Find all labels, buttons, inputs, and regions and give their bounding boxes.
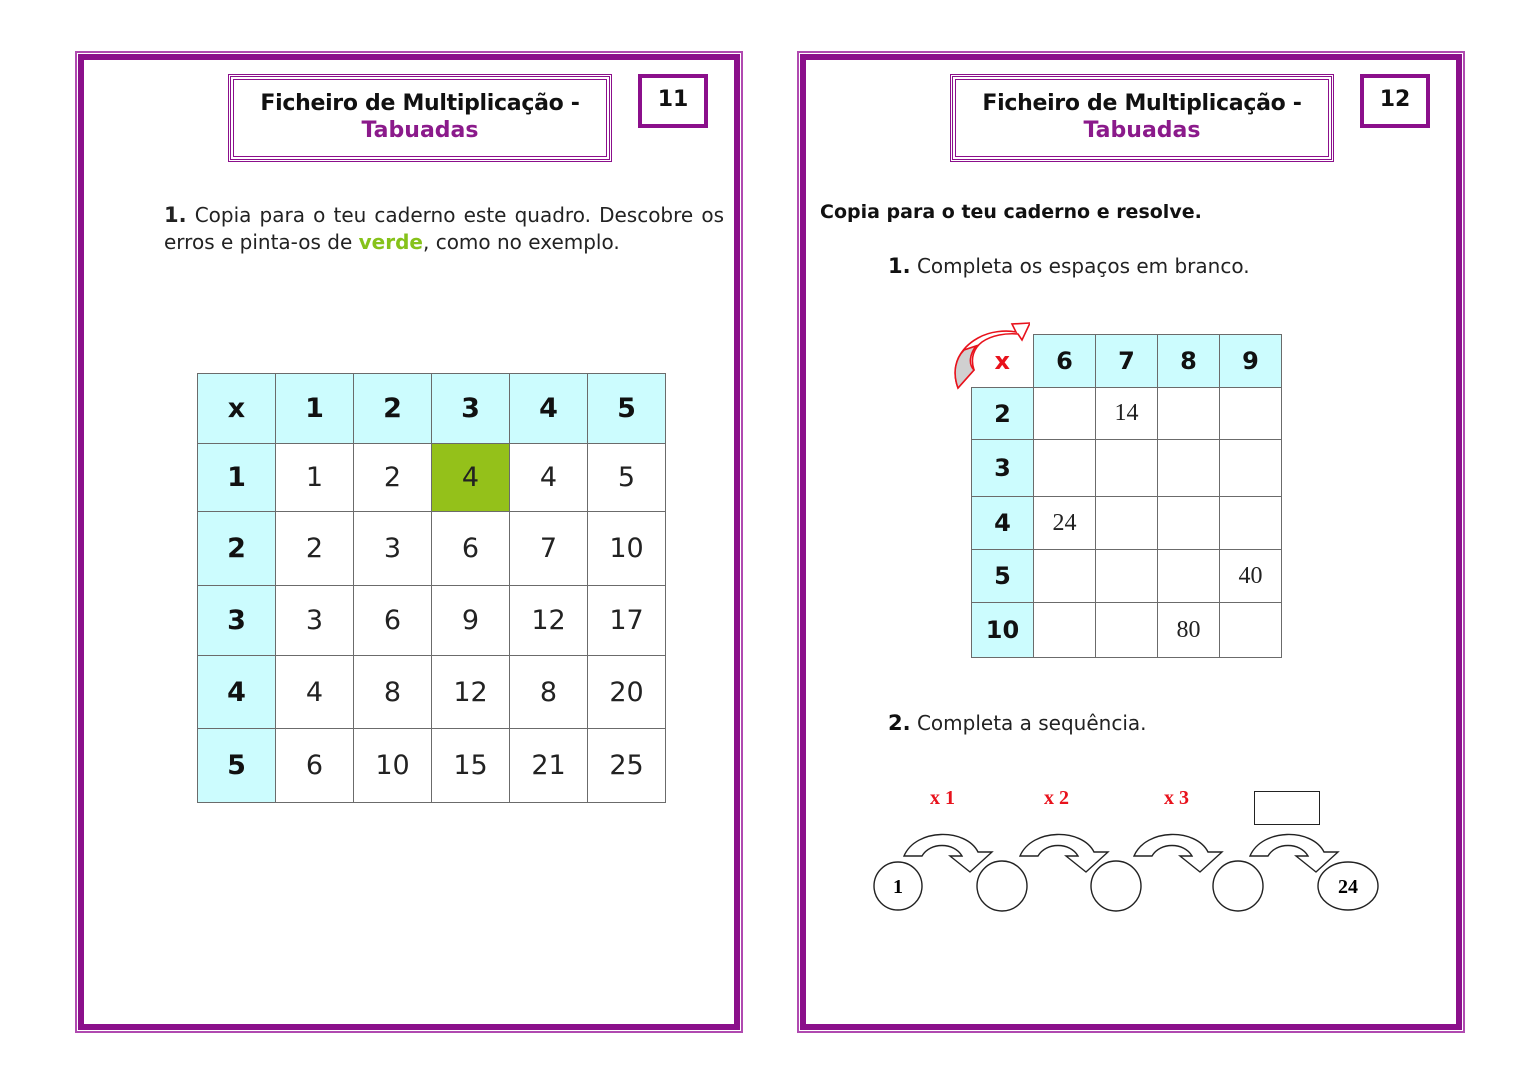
title-line2: Tabuadas [1083, 118, 1201, 143]
instruction [164, 202, 724, 256]
table-row [972, 440, 1282, 497]
column-header: 5 [588, 374, 666, 444]
sequence-operator-blank-box[interactable] [1254, 791, 1320, 825]
table-cell[interactable]: 8 [510, 656, 588, 729]
table-cell[interactable] [1158, 550, 1220, 603]
multiplication-table-fill [971, 334, 1282, 658]
sequence-operator: x 3 [1164, 787, 1189, 809]
row-header: 3 [972, 440, 1034, 497]
table-cell[interactable] [1034, 440, 1096, 497]
table-cell-highlighted[interactable]: 4 [432, 444, 510, 512]
table-header-row [198, 374, 666, 444]
table-row [198, 512, 666, 586]
table-cell[interactable]: 17 [588, 586, 666, 656]
title-line1: Ficheiro de Multiplicação - [260, 91, 580, 116]
column-header: 3 [432, 374, 510, 444]
row-header: 4 [972, 497, 1034, 550]
table-cell[interactable] [1034, 550, 1096, 603]
title-box [950, 74, 1334, 162]
table-row [198, 656, 666, 729]
table-cell[interactable]: 9 [432, 586, 510, 656]
row-header: 3 [198, 586, 276, 656]
sequence-circle [1213, 861, 1263, 911]
table-cell[interactable] [1220, 497, 1282, 550]
table-row [972, 550, 1282, 603]
table-cell[interactable] [1220, 603, 1282, 658]
column-header: 4 [510, 374, 588, 444]
table-row [198, 444, 666, 512]
column-header: 8 [1158, 335, 1220, 388]
table-cell[interactable]: 10 [588, 512, 666, 586]
table-cell[interactable]: 14 [1096, 388, 1158, 440]
table-row [198, 586, 666, 656]
table-cell[interactable]: 1 [276, 444, 354, 512]
column-header: 2 [354, 374, 432, 444]
table-cell[interactable] [1220, 388, 1282, 440]
question-text: Completa os espaços em branco. [910, 254, 1250, 278]
question-text: Completa a sequência. [910, 711, 1147, 735]
column-header: 7 [1096, 335, 1158, 388]
row-header: 2 [198, 512, 276, 586]
table-cell[interactable] [1158, 497, 1220, 550]
table-corner: x [994, 346, 1010, 375]
table-cell[interactable]: 4 [510, 444, 588, 512]
table-row [198, 729, 666, 803]
table-cell[interactable] [1096, 550, 1158, 603]
table-header-row [972, 335, 1282, 388]
sequence-value: 24 [1338, 876, 1358, 898]
sequence-operator: x 2 [1044, 787, 1069, 809]
table-cell[interactable]: 25 [588, 729, 666, 803]
row-header: 2 [972, 388, 1034, 440]
table-cell[interactable]: 3 [276, 586, 354, 656]
row-header: 5 [198, 729, 276, 803]
table-cell[interactable]: 2 [276, 512, 354, 586]
sequence-operator: x 1 [930, 787, 955, 809]
table-cell[interactable]: 5 [588, 444, 666, 512]
table-row [972, 603, 1282, 658]
worksheet-page-11 [78, 54, 740, 1030]
question-number: 1. [888, 254, 911, 278]
sequence-value: 1 [893, 876, 903, 898]
table-cell[interactable] [1096, 497, 1158, 550]
title-line1: Ficheiro de Multiplicação - [982, 91, 1302, 116]
table-cell[interactable] [1220, 440, 1282, 497]
table-cell[interactable] [1158, 388, 1220, 440]
table-cell[interactable]: 3 [354, 512, 432, 586]
question-number: 1. [164, 203, 187, 227]
sequence-diagram [866, 822, 1386, 922]
multiplication-table-errors [197, 373, 666, 803]
table-cell[interactable]: 20 [588, 656, 666, 729]
table-cell[interactable]: 8 [354, 656, 432, 729]
row-header: 10 [972, 603, 1034, 658]
table-cell[interactable]: 24 [1034, 497, 1096, 550]
table-corner: x [198, 374, 276, 444]
table-cell[interactable]: 6 [354, 586, 432, 656]
question-2 [888, 711, 1147, 735]
table-cell[interactable] [1034, 388, 1096, 440]
table-cell[interactable]: 7 [510, 512, 588, 586]
title-box [228, 74, 612, 162]
table-cell[interactable]: 40 [1220, 550, 1282, 603]
row-header: 5 [972, 550, 1034, 603]
instruction-text-before: Copia para o teu caderno este quadro. Descobre os erros e pinta-os de [164, 203, 724, 254]
page-number: 12 [1360, 74, 1430, 128]
column-header: 6 [1034, 335, 1096, 388]
table-cell[interactable] [1096, 440, 1158, 497]
title-line2: Tabuadas [361, 118, 479, 143]
question-number: 2. [888, 711, 911, 735]
question-1 [888, 254, 1250, 278]
instruction-highlight: verde [358, 230, 423, 254]
column-header: 9 [1220, 335, 1282, 388]
table-cell[interactable]: 80 [1158, 603, 1220, 658]
table-cell[interactable]: 12 [432, 656, 510, 729]
table-cell[interactable]: 2 [354, 444, 432, 512]
table-cell[interactable]: 4 [276, 656, 354, 729]
page-number: 11 [638, 74, 708, 128]
table-cell[interactable] [1096, 603, 1158, 658]
instruction-text-after: , como no exemplo. [422, 230, 620, 254]
table-cell[interactable]: 12 [510, 586, 588, 656]
column-header: 1 [276, 374, 354, 444]
main-instruction: Copia para o teu caderno e resolve. [820, 201, 1202, 223]
row-header: 4 [198, 656, 276, 729]
table-row [972, 388, 1282, 440]
table-cell[interactable]: 21 [510, 729, 588, 803]
table-cell[interactable]: 6 [432, 512, 510, 586]
table-cell[interactable]: 10 [354, 729, 432, 803]
table-row [972, 497, 1282, 550]
table-cell[interactable]: 6 [276, 729, 354, 803]
row-header: 1 [198, 444, 276, 512]
sequence-circle [1091, 861, 1141, 911]
table-cell[interactable] [1034, 603, 1096, 658]
sequence-circle [977, 861, 1027, 911]
worksheet-page-12 [800, 54, 1462, 1030]
table-cell[interactable] [1158, 440, 1220, 497]
table-cell[interactable]: 15 [432, 729, 510, 803]
